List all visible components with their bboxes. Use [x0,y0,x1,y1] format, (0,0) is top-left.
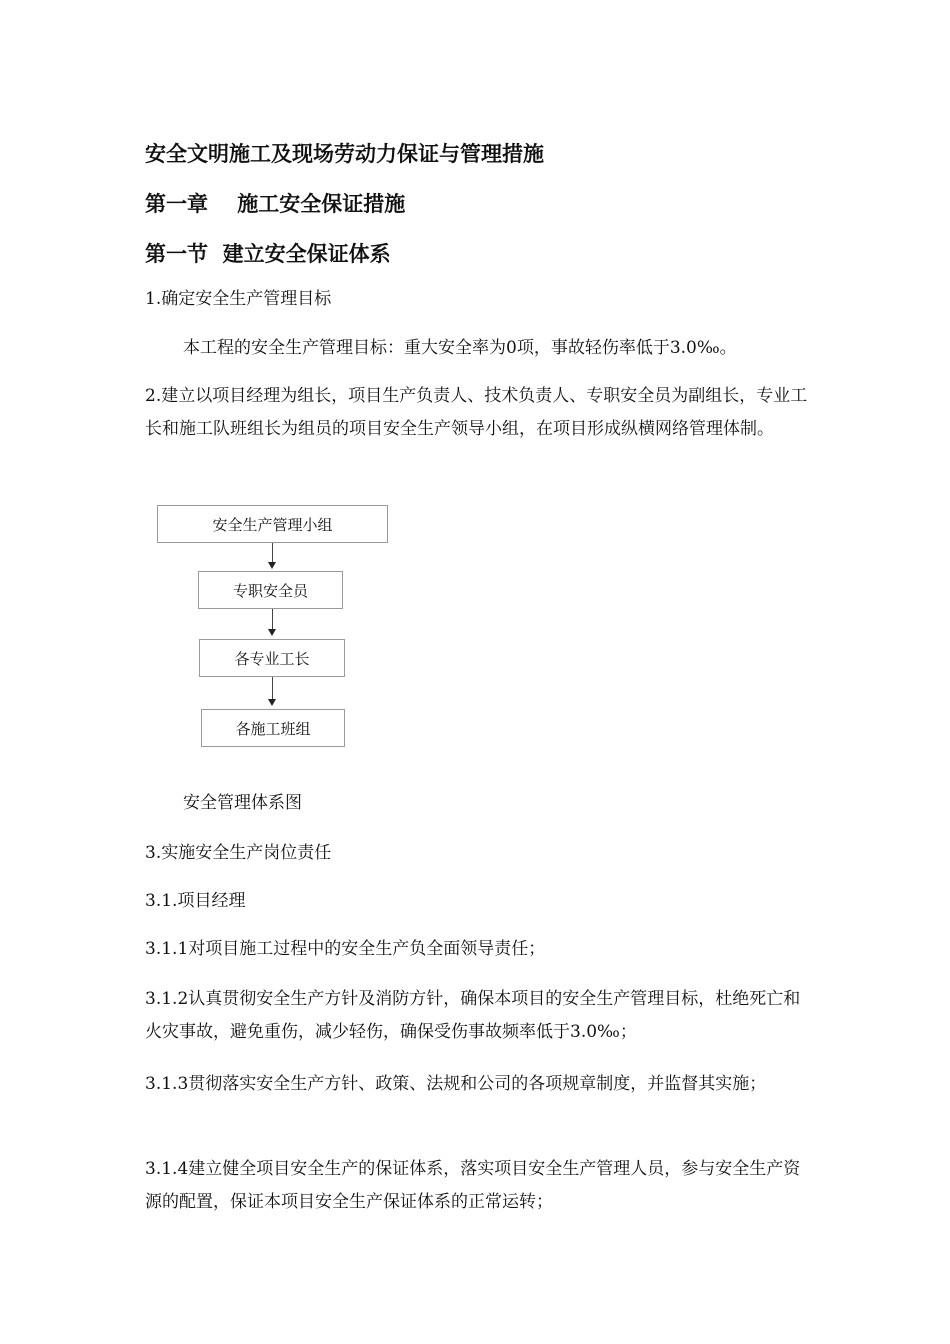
diagram-caption: 安全管理体系图 [183,793,302,813]
document-title: 安全文明施工及现场劳动力保证与管理措施 [145,142,544,166]
paragraph-1-body: 本工程的安全生产管理目标：重大安全率为0项，事故轻伤率低于3.0‰。 [183,338,737,358]
paragraph-3-1-3: 3.1.3贯彻落实安全生产方针、政策、法规和公司的各项规章制度，并监督其实施； [145,1074,767,1094]
chapter-heading: 第一章 施工安全保证措施 [145,192,406,216]
org-arrow [272,609,273,630]
org-node-safety-officer: 专职安全员 [198,571,343,609]
org-arrow [272,543,273,563]
paragraph-3-heading: 3.实施安全生产岗位责任 [145,843,332,863]
paragraph-3-1-2: 3.1.2认真贯彻安全生产方针及消防方针，确保本项目的安全生产管理目标，杜绝死亡和火灾事故，避免重伤，减少轻伤，确保受伤事故频率低于3.0‰； [145,989,801,1042]
org-node-foremen: 各专业工长 [199,639,345,677]
org-node-teams: 各施工班组 [201,709,345,747]
paragraph-3-1: 3.1.项目经理 [145,891,246,911]
section-heading: 第一节 建立安全保证体系 [145,242,391,266]
paragraph-3-1-4: 3.1.4建立健全项目安全生产的保证体系，落实项目安全生产管理人员，参与安全生产资源的配置，保证本项目安全生产保证体系的正常运转； [145,1159,801,1212]
paragraph-2: 2.建立以项目经理为组长，项目生产负责人、技术负责人、专职安全员为副组长，专业工长和施工队班组长为组员的项目安全生产领导小组，在项目形成纵横网络管理体制。 [145,386,808,439]
paragraph-3-1-1: 3.1.1对项目施工过程中的安全生产负全面领导责任； [145,939,546,959]
paragraph-1-heading: 1.确定安全生产管理目标 [145,289,332,309]
org-node-safety-group: 安全生产管理小组 [157,505,388,543]
org-arrow [272,677,273,700]
